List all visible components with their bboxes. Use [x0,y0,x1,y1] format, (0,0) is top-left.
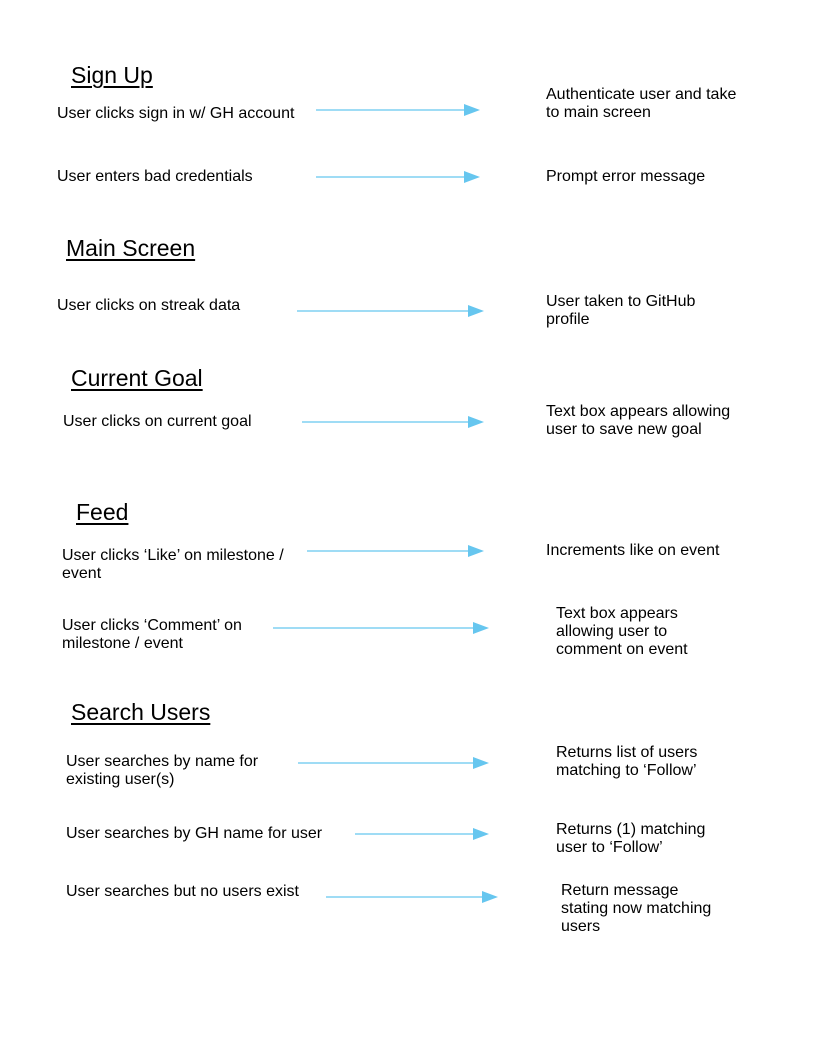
action-search-by-gh-name: User searches by GH name for user [66,825,323,842]
heading-sign-up: Sign Up [71,62,153,88]
arrow-bad-credentials [316,171,480,183]
result-list-users: Returns list of users matching to ‘Follow’ [556,744,698,779]
arrow-current-goal [302,416,484,428]
result-github-profile: User taken to GitHub profile [546,293,696,328]
action-search-by-name: User searches by name for existing user(s) [66,753,259,788]
action-bad-credentials: User enters bad credentials [57,168,253,185]
arrow-streak-data [297,305,484,317]
arrow-search-none [326,891,498,903]
action-streak-data: User clicks on streak data [57,297,241,314]
result-no-match-message: Return message stating now matching users [561,882,712,935]
action-like-milestone: User clicks ‘Like’ on milestone / event [62,547,284,582]
heading-main-screen: Main Screen [66,235,196,261]
result-comment-box: Text box appears allowing user to comment on event [556,605,688,658]
result-increment-like: Increments like on event [546,542,720,559]
result-authenticate-user: Authenticate user and take to main screen [546,86,737,121]
action-current-goal: User clicks on current goal [63,413,252,430]
arrow-like [307,545,484,557]
arrow-signin [316,104,480,116]
heading-feed: Feed [76,499,129,525]
action-signin-gh: User clicks sign in w/ GH account [57,105,295,122]
result-one-match: Returns (1) matching user to ‘Follow’ [556,821,706,856]
arrow-search-name [298,757,489,769]
result-error-message: Prompt error message [546,168,706,185]
heading-current-goal: Current Goal [71,365,203,391]
arrow-search-gh-name [355,828,489,840]
action-search-no-users: User searches but no users exist [66,883,299,900]
result-save-goal: Text box appears allowing user to save new goal [546,403,731,438]
arrow-comment [273,622,489,634]
action-comment-milestone: User clicks ‘Comment’ on milestone / event [62,617,242,652]
heading-search-users: Search Users [71,699,211,725]
